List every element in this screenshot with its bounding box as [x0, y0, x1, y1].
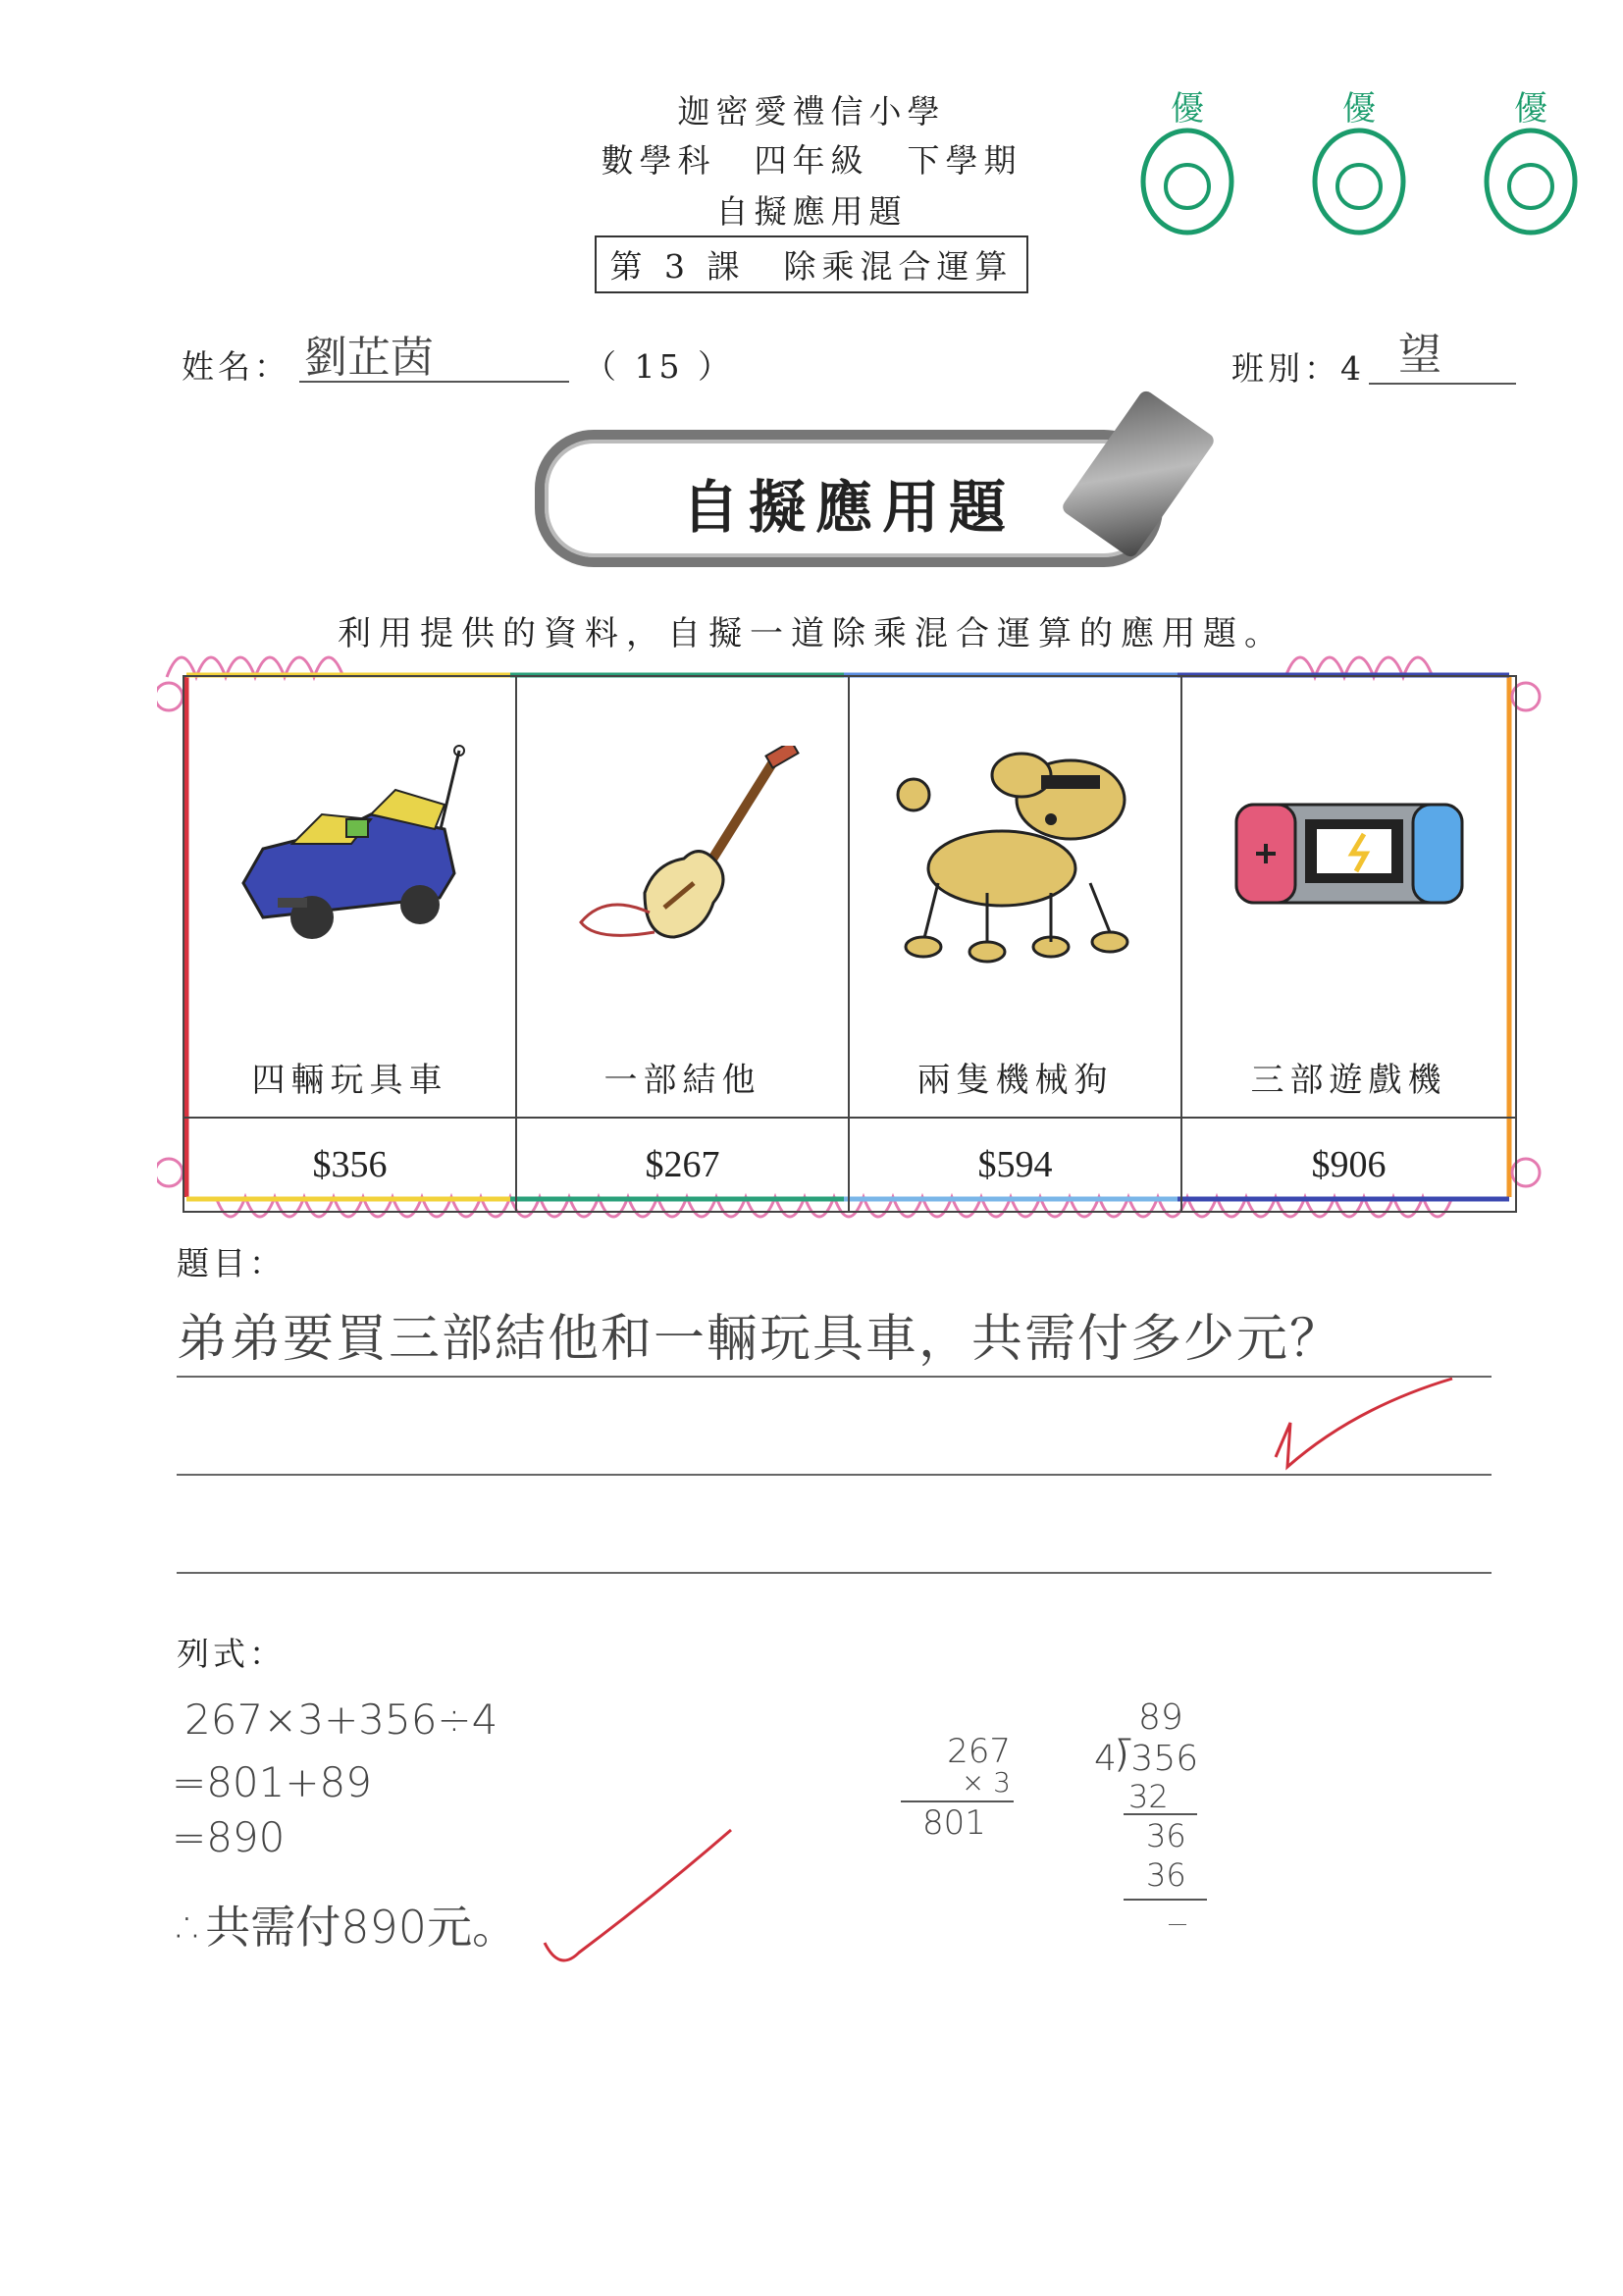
excellent-stamp-2: [1315, 89, 1403, 233]
div-line: —: [1168, 1911, 1187, 1935]
item-cell-car: [184, 677, 517, 1211]
svg-text:優: 優: [1342, 89, 1376, 129]
class-value: 望: [1398, 330, 1441, 380]
working-line: =801+89: [172, 1758, 372, 1806]
item-price: $906: [1311, 1144, 1387, 1185]
svg-text:優: 優: [1171, 89, 1204, 129]
div-line: 89: [1138, 1697, 1183, 1738]
mult-rule: [901, 1800, 1014, 1802]
item-price: $267: [645, 1144, 720, 1185]
check-mark-icon: [540, 1825, 736, 1972]
item-name: 三部遊戲機: [1250, 1061, 1447, 1100]
check-mark-icon: [1266, 1369, 1462, 1477]
game-console-icon: [1227, 785, 1472, 922]
mult-line: × 3: [961, 1766, 1011, 1799]
question-label: 題目：: [177, 1244, 286, 1282]
item-cell-game-console: [1182, 677, 1515, 1211]
svg-text:優: 優: [1514, 89, 1547, 129]
div-rule: [1124, 1813, 1197, 1815]
div-rule: [1124, 1899, 1207, 1901]
working-line: ∴共需付890元。: [177, 1901, 518, 1954]
class-label: 班別：4: [1231, 349, 1365, 388]
item-name: 一部結他: [603, 1061, 761, 1100]
div-line: 36: [1146, 1817, 1186, 1854]
toy-car-icon: [224, 736, 479, 962]
mult-line: 267: [947, 1732, 1011, 1771]
ruled-line: [177, 1572, 1492, 1574]
name-underline: [299, 381, 569, 383]
div-line: 36: [1146, 1856, 1186, 1894]
lesson-title: 第 3 課 除乘混合運算: [595, 235, 1029, 293]
class-underline: [1369, 383, 1516, 385]
robot-dog-icon: [894, 746, 1139, 971]
excellent-stamp-3: [1487, 89, 1575, 233]
worksheet-subtitle: 自擬應用題: [715, 192, 908, 231]
name-label: 姓名：: [182, 347, 290, 386]
student-name: 劉芷茵: [304, 333, 434, 383]
stamp-row: [1128, 88, 1590, 245]
course-line: 數學科 四年級 下學期: [601, 141, 1022, 180]
banner: [535, 430, 1163, 567]
working-line: 267×3+356÷4: [184, 1696, 498, 1744]
item-cell-robot-dog: [850, 677, 1182, 1211]
working-line: =890: [172, 1813, 286, 1861]
item-cell-guitar: [517, 677, 850, 1211]
div-line: 32: [1128, 1778, 1169, 1815]
banner-title: 自擬應用題: [681, 474, 1016, 541]
excellent-stamp-1: [1143, 89, 1231, 233]
item-name: 四輛玩具車: [251, 1061, 448, 1100]
school-name: 迦密愛禮信小學: [677, 92, 946, 130]
mult-line: 801: [922, 1803, 986, 1843]
guitar-icon: [576, 746, 802, 962]
instruction-text: 利用提供的資料，自擬一道除乘混合運算的應用題。: [338, 614, 1285, 653]
student-number: （ 15 ）: [584, 347, 734, 386]
item-name: 兩隻機械狗: [916, 1061, 1114, 1100]
item-price: $594: [977, 1144, 1053, 1185]
item-price-table: [183, 675, 1517, 1213]
question-answer: 弟弟要買三部結他和一輛玩具車，共需付多少元？: [177, 1310, 1343, 1369]
item-price: $356: [312, 1144, 388, 1185]
div-line: 4⟌356: [1094, 1739, 1199, 1779]
working-label: 列式：: [177, 1635, 286, 1673]
